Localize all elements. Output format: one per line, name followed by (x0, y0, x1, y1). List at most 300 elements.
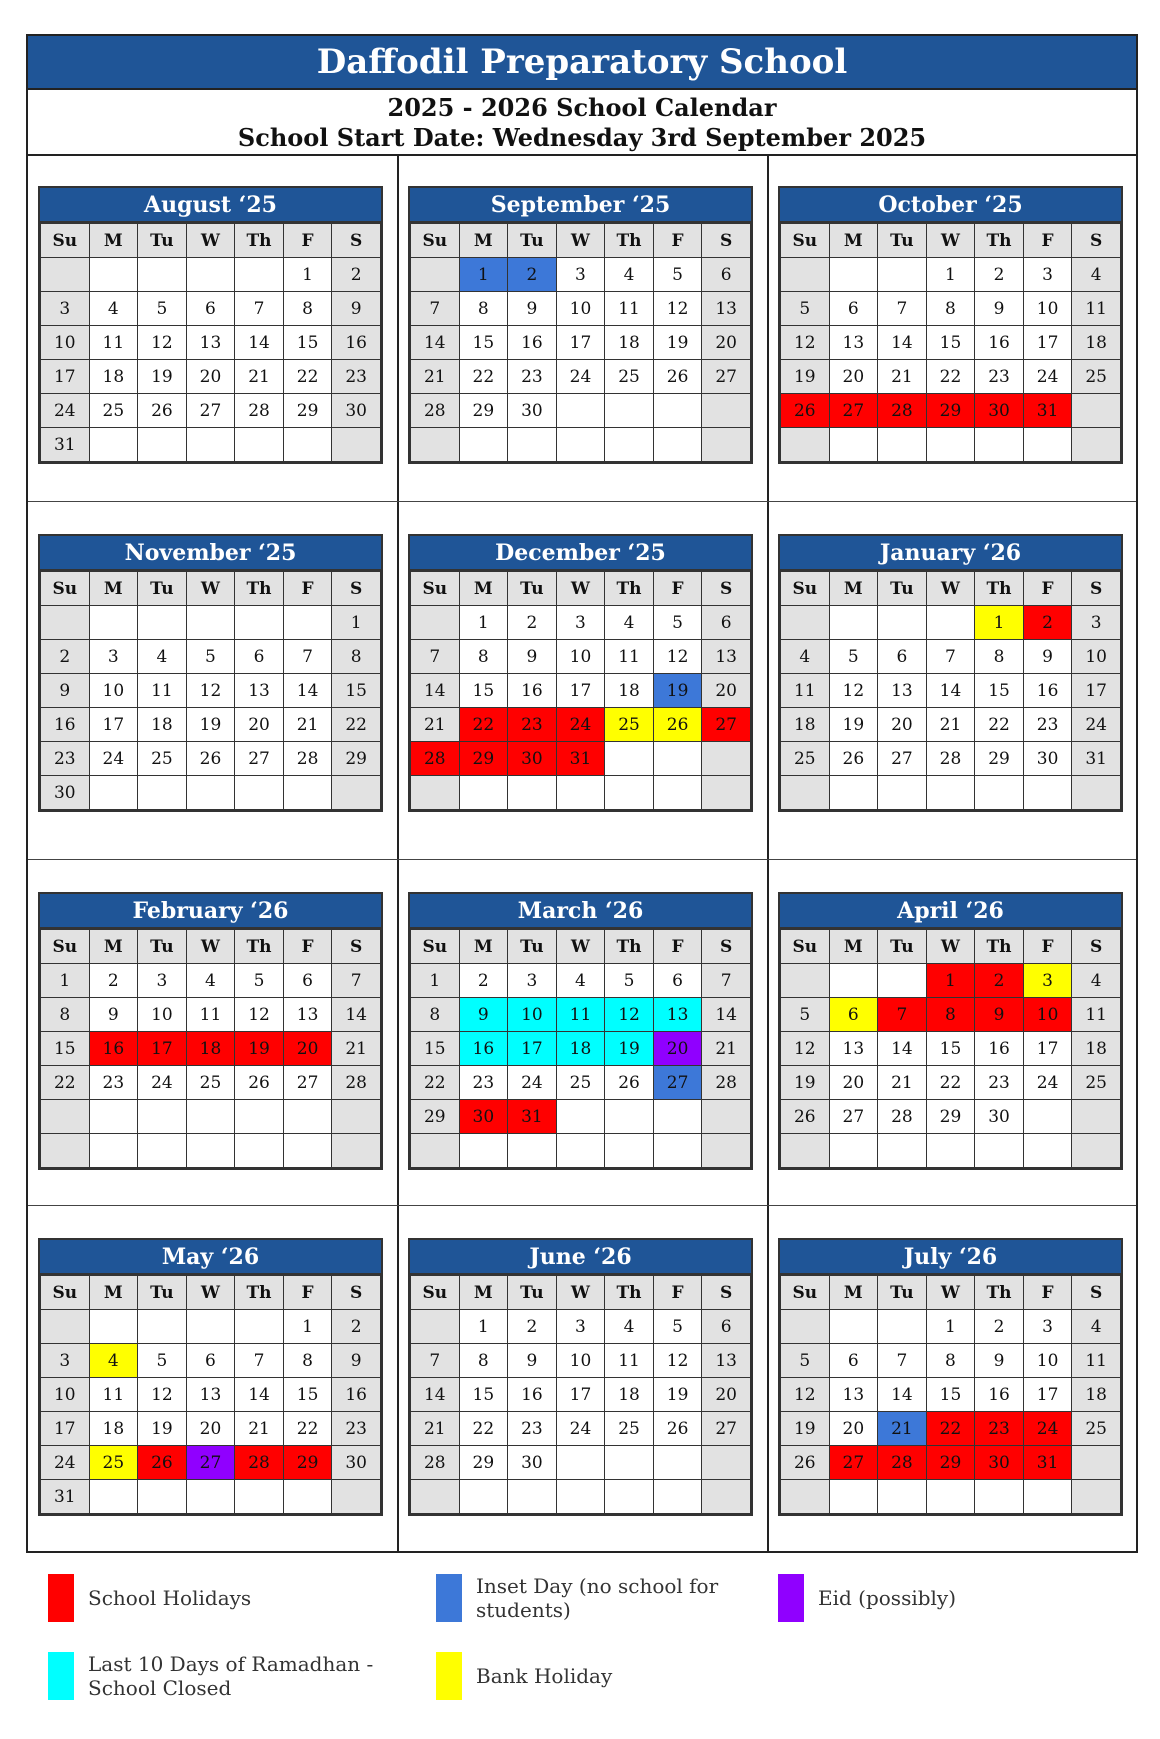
day-cell: 31 (41, 428, 90, 462)
day-cell: 14 (235, 1378, 284, 1412)
day-cell: 13 (653, 998, 702, 1032)
day-cell: 10 (556, 292, 605, 326)
weekday-header: M (89, 572, 138, 606)
day-cell: 10 (138, 998, 187, 1032)
day-cell: 22 (459, 360, 508, 394)
day-cell: 19 (781, 1066, 830, 1100)
day-cell (605, 1480, 654, 1514)
day-cell (829, 776, 878, 810)
weekday-header: M (89, 930, 138, 964)
day-cell: 2 (508, 1310, 557, 1344)
day-cell: 5 (653, 606, 702, 640)
day-cell: 6 (702, 1310, 751, 1344)
day-cell: 18 (186, 1032, 235, 1066)
day-cell (702, 1134, 751, 1168)
day-cell (878, 964, 927, 998)
day-cell (926, 776, 975, 810)
week-row (411, 1066, 751, 1100)
week-row (411, 776, 751, 810)
day-cell: 3 (1023, 258, 1072, 292)
day-cell (411, 1310, 460, 1344)
weekday-header: Th (975, 224, 1024, 258)
week-row (41, 292, 381, 326)
weekday-header: Tu (138, 930, 187, 964)
week-row (781, 1032, 1121, 1066)
day-cell: 1 (283, 258, 332, 292)
day-cell (605, 394, 654, 428)
day-cell: 26 (186, 742, 235, 776)
month-days-table (780, 571, 1121, 810)
week-row (781, 1480, 1121, 1514)
day-cell (89, 606, 138, 640)
legend (0, 1560, 1160, 1730)
day-cell: 1 (975, 606, 1024, 640)
day-cell (878, 428, 927, 462)
weekday-header: Su (41, 1276, 90, 1310)
day-cell: 2 (1023, 606, 1072, 640)
day-cell (89, 1310, 138, 1344)
day-cell: 19 (781, 360, 830, 394)
day-cell (781, 1134, 830, 1168)
weekday-header: F (1023, 572, 1072, 606)
week-row (781, 1446, 1121, 1480)
day-cell: 24 (41, 394, 90, 428)
day-cell: 23 (332, 1412, 381, 1446)
day-cell: 6 (702, 606, 751, 640)
day-cell: 23 (1023, 708, 1072, 742)
day-cell: 1 (41, 964, 90, 998)
day-cell (702, 776, 751, 810)
week-row (41, 1344, 381, 1378)
day-cell (878, 776, 927, 810)
day-cell: 31 (41, 1480, 90, 1514)
day-cell: 21 (411, 1412, 460, 1446)
day-cell: 24 (556, 1412, 605, 1446)
day-cell: 13 (702, 640, 751, 674)
day-cell (235, 776, 284, 810)
day-cell: 11 (781, 674, 830, 708)
day-cell: 18 (1072, 1378, 1121, 1412)
legend-swatch-eid (778, 1574, 804, 1622)
day-cell: 20 (702, 1378, 751, 1412)
day-cell: 14 (332, 998, 381, 1032)
day-cell: 9 (508, 292, 557, 326)
day-cell: 4 (1072, 258, 1121, 292)
day-cell (878, 1310, 927, 1344)
day-cell: 7 (411, 1344, 460, 1378)
day-cell: 7 (235, 292, 284, 326)
legend-swatch-bank (436, 1652, 462, 1700)
weekday-header: M (459, 1276, 508, 1310)
day-cell: 26 (781, 1446, 830, 1480)
day-cell: 13 (829, 1378, 878, 1412)
day-cell (459, 1480, 508, 1514)
day-cell (41, 258, 90, 292)
day-cell: 18 (1072, 1032, 1121, 1066)
week-row (781, 1310, 1121, 1344)
month-grid (28, 154, 1136, 1551)
day-cell: 27 (235, 742, 284, 776)
day-cell: 29 (283, 394, 332, 428)
day-cell (605, 1100, 654, 1134)
day-cell: 4 (1072, 964, 1121, 998)
week-row (41, 1100, 381, 1134)
day-cell: 9 (459, 998, 508, 1032)
week-row (781, 292, 1121, 326)
day-cell: 29 (411, 1100, 460, 1134)
day-cell: 7 (283, 640, 332, 674)
day-cell: 7 (878, 292, 927, 326)
day-cell (556, 1480, 605, 1514)
day-cell: 2 (89, 964, 138, 998)
day-cell (186, 1480, 235, 1514)
day-cell: 27 (653, 1066, 702, 1100)
day-cell: 31 (1023, 394, 1072, 428)
day-cell: 20 (829, 1412, 878, 1446)
day-cell: 12 (138, 326, 187, 360)
month-title: April ‘26 (780, 894, 1121, 929)
day-cell (781, 1310, 830, 1344)
week-row (781, 674, 1121, 708)
day-cell (1072, 428, 1121, 462)
month-calendar (408, 1238, 753, 1516)
month-days-table (780, 1275, 1121, 1514)
week-row (41, 326, 381, 360)
day-cell: 29 (926, 394, 975, 428)
day-cell: 9 (89, 998, 138, 1032)
day-cell (781, 776, 830, 810)
day-cell: 14 (283, 674, 332, 708)
weekday-header: F (1023, 1276, 1072, 1310)
weekday-header: Th (235, 930, 284, 964)
day-cell: 24 (1023, 1412, 1072, 1446)
day-cell: 3 (1023, 1310, 1072, 1344)
day-cell: 14 (411, 326, 460, 360)
day-cell: 1 (926, 1310, 975, 1344)
month-title: February ‘26 (40, 894, 381, 929)
weekday-header: W (556, 572, 605, 606)
weekday-header: Su (781, 224, 830, 258)
day-cell: 2 (975, 964, 1024, 998)
weekday-header: Tu (508, 1276, 557, 1310)
day-cell: 23 (508, 1412, 557, 1446)
day-cell: 19 (653, 1378, 702, 1412)
day-cell: 15 (332, 674, 381, 708)
weekday-header: Th (605, 224, 654, 258)
day-cell (605, 1446, 654, 1480)
weekday-header: F (283, 224, 332, 258)
column-divider (397, 154, 399, 1551)
day-cell: 16 (459, 1032, 508, 1066)
weekday-header: F (283, 1276, 332, 1310)
day-cell (332, 1134, 381, 1168)
day-cell: 17 (556, 674, 605, 708)
day-cell: 8 (411, 998, 460, 1032)
day-cell: 11 (605, 292, 654, 326)
day-cell: 13 (829, 326, 878, 360)
day-cell (235, 1100, 284, 1134)
day-cell: 4 (605, 258, 654, 292)
day-cell (411, 428, 460, 462)
day-cell: 28 (235, 394, 284, 428)
weekday-header: W (556, 1276, 605, 1310)
day-cell (829, 258, 878, 292)
day-cell: 8 (926, 1344, 975, 1378)
week-row (411, 1310, 751, 1344)
day-cell: 8 (332, 640, 381, 674)
week-row (41, 708, 381, 742)
day-cell: 30 (1023, 742, 1072, 776)
day-cell: 1 (459, 1310, 508, 1344)
day-cell: 16 (332, 1378, 381, 1412)
week-row (41, 606, 381, 640)
weekday-header: Su (411, 1276, 460, 1310)
day-cell: 9 (508, 1344, 557, 1378)
day-cell (702, 1100, 751, 1134)
week-row (411, 1412, 751, 1446)
day-cell: 9 (1023, 640, 1072, 674)
day-cell: 27 (702, 708, 751, 742)
week-row (41, 1066, 381, 1100)
day-cell: 30 (332, 1446, 381, 1480)
weekday-header: F (283, 572, 332, 606)
week-row (41, 1134, 381, 1168)
day-cell: 15 (459, 326, 508, 360)
weekday-header: F (653, 572, 702, 606)
month-title: August ‘25 (40, 188, 381, 223)
day-cell (975, 1134, 1024, 1168)
day-cell: 3 (138, 964, 187, 998)
day-cell (411, 776, 460, 810)
day-cell: 25 (186, 1066, 235, 1100)
day-cell: 19 (186, 708, 235, 742)
day-cell: 11 (1072, 1344, 1121, 1378)
day-cell: 17 (138, 1032, 187, 1066)
week-row (41, 1480, 381, 1514)
day-cell: 16 (1023, 674, 1072, 708)
day-cell: 15 (283, 326, 332, 360)
weekday-header: Th (605, 930, 654, 964)
day-cell: 6 (186, 292, 235, 326)
week-row (781, 1134, 1121, 1168)
day-cell (89, 428, 138, 462)
month-days-table (40, 223, 381, 462)
day-cell: 29 (283, 1446, 332, 1480)
weekday-header: M (829, 1276, 878, 1310)
day-cell (1023, 1100, 1072, 1134)
legend-swatch-inset (436, 1574, 462, 1622)
day-cell: 5 (653, 1310, 702, 1344)
day-cell: 24 (1072, 708, 1121, 742)
day-cell: 2 (975, 258, 1024, 292)
weekday-header: M (829, 930, 878, 964)
day-cell: 7 (926, 640, 975, 674)
day-cell: 14 (235, 326, 284, 360)
week-row (781, 640, 1121, 674)
day-cell: 8 (283, 1344, 332, 1378)
month-calendar (778, 1238, 1123, 1516)
month-title: May ‘26 (40, 1240, 381, 1275)
day-cell (878, 606, 927, 640)
weekday-header: W (186, 930, 235, 964)
day-cell: 3 (556, 606, 605, 640)
day-cell (605, 428, 654, 462)
day-cell: 12 (186, 674, 235, 708)
day-cell: 26 (235, 1066, 284, 1100)
week-row (41, 998, 381, 1032)
day-cell (926, 1134, 975, 1168)
calendar-year-title: 2025 - 2026 School Calendar (387, 93, 777, 122)
day-cell (653, 1100, 702, 1134)
week-row (41, 1446, 381, 1480)
week-row (781, 360, 1121, 394)
day-cell: 22 (283, 1412, 332, 1446)
day-cell: 22 (926, 1066, 975, 1100)
week-row (781, 394, 1121, 428)
day-cell (508, 776, 557, 810)
day-cell: 1 (411, 964, 460, 998)
weekday-header: S (332, 572, 381, 606)
day-cell (332, 428, 381, 462)
day-cell: 9 (41, 674, 90, 708)
weekday-header: Th (975, 572, 1024, 606)
day-cell: 20 (653, 1032, 702, 1066)
day-cell: 4 (605, 606, 654, 640)
day-cell (283, 776, 332, 810)
day-cell: 15 (926, 1378, 975, 1412)
month-title: June ‘26 (410, 1240, 751, 1275)
day-cell (1072, 1134, 1121, 1168)
weekday-header: Su (41, 930, 90, 964)
day-cell: 13 (829, 1032, 878, 1066)
day-cell: 12 (653, 1344, 702, 1378)
day-cell: 16 (41, 708, 90, 742)
day-cell: 21 (702, 1032, 751, 1066)
day-cell: 10 (1023, 292, 1072, 326)
week-row (41, 360, 381, 394)
day-cell: 1 (926, 258, 975, 292)
day-cell: 12 (781, 1032, 830, 1066)
week-row (781, 998, 1121, 1032)
day-cell: 5 (186, 640, 235, 674)
weekday-header: Su (781, 572, 830, 606)
month-days-table (410, 1275, 751, 1514)
day-cell: 10 (1072, 640, 1121, 674)
day-cell (1023, 1480, 1072, 1514)
day-cell: 9 (975, 292, 1024, 326)
day-cell: 6 (186, 1344, 235, 1378)
day-cell: 21 (332, 1032, 381, 1066)
weekday-header: Tu (508, 224, 557, 258)
weekday-header: Su (411, 224, 460, 258)
day-cell (829, 1134, 878, 1168)
weekday-header: W (556, 930, 605, 964)
day-cell: 14 (411, 674, 460, 708)
day-cell: 14 (878, 326, 927, 360)
day-cell (653, 428, 702, 462)
weekday-header: Tu (878, 224, 927, 258)
day-cell: 16 (89, 1032, 138, 1066)
week-row (411, 292, 751, 326)
day-cell: 29 (332, 742, 381, 776)
day-cell: 17 (89, 708, 138, 742)
day-cell (556, 776, 605, 810)
month-calendar (778, 892, 1123, 1170)
day-cell: 3 (556, 1310, 605, 1344)
day-cell: 16 (975, 1378, 1024, 1412)
day-cell (411, 1480, 460, 1514)
day-cell: 23 (459, 1066, 508, 1100)
day-cell (653, 742, 702, 776)
day-cell: 7 (235, 1344, 284, 1378)
day-cell (186, 1134, 235, 1168)
weekday-header: W (186, 1276, 235, 1310)
day-cell: 29 (459, 742, 508, 776)
week-row (41, 1412, 381, 1446)
day-cell (41, 606, 90, 640)
day-cell: 12 (138, 1378, 187, 1412)
day-cell: 30 (459, 1100, 508, 1134)
day-cell (702, 428, 751, 462)
day-cell: 14 (926, 674, 975, 708)
month-calendar (38, 1238, 383, 1516)
day-cell: 30 (508, 394, 557, 428)
month-days-table (410, 223, 751, 462)
day-cell: 18 (605, 326, 654, 360)
day-cell: 1 (459, 258, 508, 292)
day-cell: 8 (283, 292, 332, 326)
day-cell: 19 (653, 326, 702, 360)
day-cell (508, 428, 557, 462)
calendar-frame (26, 34, 1138, 1553)
day-cell: 26 (653, 360, 702, 394)
day-cell: 25 (605, 1412, 654, 1446)
weekday-header: M (459, 930, 508, 964)
day-cell: 3 (508, 964, 557, 998)
legend-item-bank (436, 1652, 612, 1700)
day-cell (138, 776, 187, 810)
day-cell: 9 (975, 1344, 1024, 1378)
day-cell: 8 (975, 640, 1024, 674)
day-cell: 30 (975, 1446, 1024, 1480)
day-cell: 31 (1023, 1446, 1072, 1480)
weekday-header: W (186, 572, 235, 606)
day-cell: 14 (878, 1032, 927, 1066)
day-cell: 6 (702, 258, 751, 292)
day-cell: 9 (508, 640, 557, 674)
day-cell (459, 776, 508, 810)
day-cell: 28 (878, 1100, 927, 1134)
day-cell: 17 (556, 1378, 605, 1412)
day-cell: 16 (508, 674, 557, 708)
column-divider (767, 154, 769, 1551)
day-cell (975, 428, 1024, 462)
legend-label-holidays: School Holidays (88, 1586, 252, 1610)
weekday-header: Th (605, 1276, 654, 1310)
day-cell (878, 1480, 927, 1514)
day-cell: 30 (41, 776, 90, 810)
month-days-table (780, 223, 1121, 462)
weekday-header: W (926, 930, 975, 964)
day-cell: 19 (605, 1032, 654, 1066)
weekday-header: S (332, 1276, 381, 1310)
day-cell: 18 (1072, 326, 1121, 360)
day-cell: 9 (975, 998, 1024, 1032)
day-cell: 30 (975, 394, 1024, 428)
row-divider (28, 859, 1136, 860)
day-cell: 18 (781, 708, 830, 742)
day-cell (235, 606, 284, 640)
